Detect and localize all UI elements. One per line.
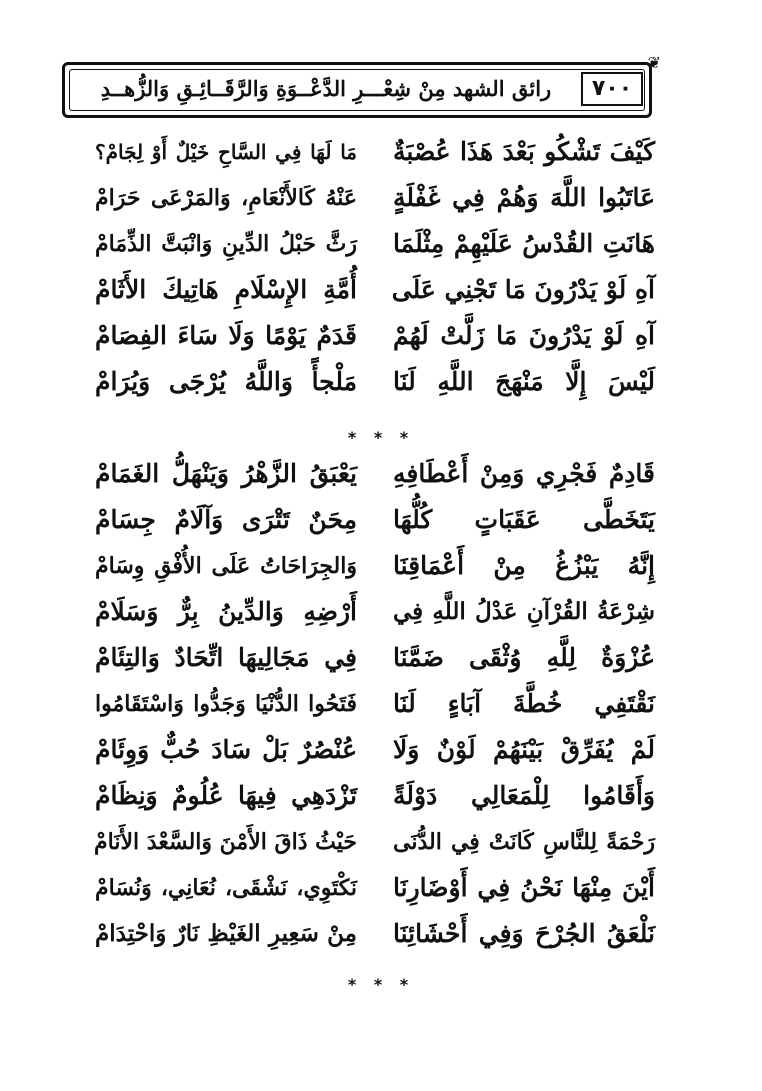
verse-line [95, 638, 655, 684]
second-hemistich: فِي مَجَالِيهَا اتِّحَادٌ وَالتِئَامْ [95, 643, 357, 672]
first-hemistich: أَيْنَ مِنْهَا نَحْنُ فِي أَوْضَارِنَا [393, 873, 655, 902]
first-hemistich: قَادِمٌ فَجْرِي وَمِنْ أَعْطَافِهِ [393, 459, 655, 488]
first-hemistich: رَحْمَةً لِلنَّاسِ كَانَتْ فِي الدُّنَى [393, 829, 655, 855]
first-hemistich: هَانَتِ القُدْسُ عَلَيْهِمْ مِثْلَمَا [393, 229, 655, 258]
verse-line [95, 684, 655, 730]
second-hemistich: يَعْبَقُ الزَّهْرُ وَيَنْهَلُّ الغَمَامْ [95, 459, 357, 488]
verse-line [95, 454, 655, 500]
verse-line [95, 362, 655, 408]
first-hemistich: عَاتَبُوا اللَّهَ وَهُمْ فِي غَفْلَةٍ [393, 183, 655, 212]
verse-line [95, 868, 655, 914]
second-hemistich: مَلْجأً وَاللَّهُ يُرْجَى وَيُرَامْ [95, 367, 357, 396]
verse-line [95, 730, 655, 776]
first-hemistich: عُزْوَةٌ لِلَّهِ وُثْقَى ضَمَّنَا [393, 643, 655, 672]
first-hemistich: آهِ لَوْ يَدْرُونَ مَا تَجْنِي عَلَى [391, 275, 655, 304]
first-hemistich: نَلْعَقُ الجُرْحَ وَفِي أَحْشَائِنَا [393, 919, 655, 948]
first-hemistich: لَيْسَ إِلَّا مَنْهَجَ اللَّهِ لَنَا [393, 367, 655, 396]
page-number: ٧٠٠ [581, 72, 643, 106]
second-hemistich: مِنْ سَعِيرِ الغَيْظِ نَارٌ وَاحْتِدَامْ [95, 920, 357, 947]
verse-line [95, 178, 655, 224]
second-hemistich: فَتَحُوا الدُّنْيَا وَجَدُّوا وَاسْتَقَامُوا [95, 691, 357, 717]
verse-line [95, 224, 655, 270]
first-hemistich: نَقْتَفِي خُطَّةَ آبَاءٍ لَنَا [393, 689, 655, 718]
first-hemistich: كَيْفَ تَشْكُو بَعْدَ هَذَا عُصْبَةٌ [393, 137, 655, 166]
second-hemistich: عُنْصُرٌ بَلْ سَادَ حُبٌّ وَوِئَامْ [95, 735, 357, 764]
second-hemistich: رَثَّ حَبْلُ الدِّينِ وَانْبَتَّ الذِّمَامْ [95, 231, 357, 257]
second-hemistich: أُمَّةِ الإِسْلَامِ هَاتِيكَ الأَثَامْ [95, 275, 357, 304]
second-hemistich: حَيْثُ ذَاقَ الأَمْنَ وَالسَّعْدَ الأَنَامْ [94, 829, 357, 855]
corner-ornament-icon: ❦ [647, 53, 661, 72]
verse-line [95, 132, 655, 178]
first-hemistich: آهِ لَوْ يَدْرُونَ مَا زَلَّتْ لَهُمْ [393, 321, 655, 350]
second-hemistich: نَكْتَوِي، نَشْقَى، نُعَانِي، وَنُسَامْ [95, 875, 357, 901]
first-hemistich: لَمْ يُفَرِّقْ بَيْنَهُمْ لَوْنٌ وَلَا [393, 735, 655, 764]
first-hemistich: وَأَقَامُوا لِلْمَعَالِي دَوْلَةً [393, 781, 655, 810]
first-hemistich: يَتَخَطَّى عَقَبَاتٍ كُلُّهَا [393, 505, 655, 534]
second-hemistich: قَدَمٌ يَوْمًا وَلَا سَاءَ الفِصَامْ [95, 321, 357, 350]
verse-line [95, 546, 655, 592]
verse-line [95, 592, 655, 638]
second-hemistich: وَالجِرَاحَاتُ عَلَى الأُفْقِ وِسَامْ [95, 553, 357, 579]
poem-stanza-2 [95, 454, 655, 960]
second-hemistich: تَزْدَهِي فِيهَا عُلُومٌ وَنِظَامْ [95, 781, 357, 810]
verse-line [95, 914, 655, 960]
first-hemistich: شِرْعَةُ القُرْآنِ عَدْلُ اللَّهِ فِي [393, 598, 655, 625]
second-hemistich: مِحَنٌ تَتْرَى وَآلَامٌ جِسَامْ [95, 505, 357, 534]
verse-line [95, 822, 655, 868]
verse-line [95, 316, 655, 362]
second-hemistich: مَا لَهَا فِي السَّاحِ خَيْلٌ أَوْ لِجَامْ؟ [95, 140, 357, 164]
verse-line [95, 776, 655, 822]
poem-stanza-1 [95, 132, 655, 408]
first-hemistich: إِنَّهُ يَبْزُغُ مِنْ أَعْمَاقِنَا [393, 551, 655, 580]
running-title: رائق الشهد مِنْ شِعْـــرِ الدَّعْــوَةِ وَالرَّقَــائِـقِ وَالزُّهــدِ [100, 76, 552, 101]
section-separator-1: * * * [347, 428, 415, 447]
second-hemistich: أَرْضِهِ وَالدِّينُ بِرٌّ وَسَلَامْ [95, 597, 357, 626]
second-hemistich: عَنْهُ كَالأَنْعَامِ، وَالمَرْعَى حَرَامْ [95, 185, 357, 211]
section-separator-2: * * * [347, 975, 415, 994]
verse-line [95, 270, 655, 316]
page-header [62, 53, 661, 118]
verse-line [95, 500, 655, 546]
